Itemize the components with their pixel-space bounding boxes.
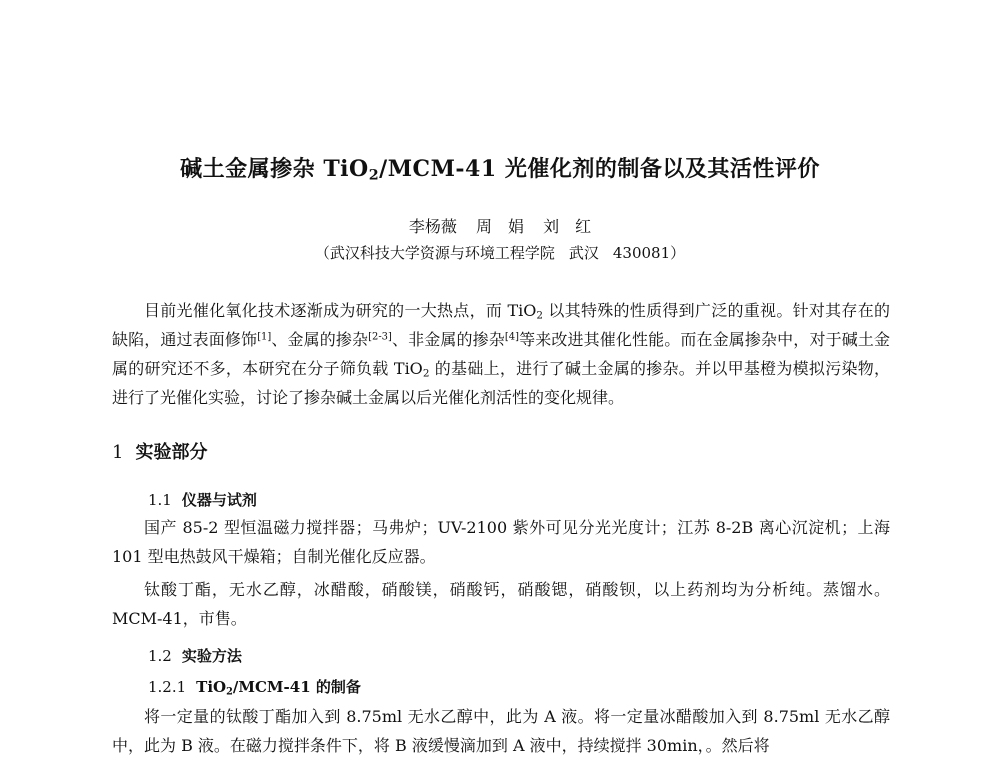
method-paragraph-block — [112, 702, 890, 760]
author-name: 周 娟 — [475, 217, 524, 236]
instruments-paragraph-block — [112, 513, 890, 571]
method-paragraph: 将一定量的钛酸丁酯加入到 8.75ml 无水乙醇中，此为 A 液。将一定量冰醋酸加入到 8.75ml 无水乙醇中，此为 B 液。在磁力搅拌条件下，将 B 液缓慢滴加到 A 液中，持续搅拌 30min，。然后将 — [112, 707, 890, 755]
reagents-paragraph-block — [112, 575, 890, 633]
subsubsection-heading: 1.2.1 TiO$_2$/MCM-41 的制备 — [148, 678, 361, 698]
reagents-paragraph: 钛酸丁酯，无水乙醇，冰醋酸，硝酸镁，硝酸钙，硝酸锶，硝酸钡，以上药剂均为分析纯。蒸馏水。MCM-41，市售。 — [112, 580, 890, 628]
author-affiliation: （武汉科技大学资源与环境工程学院 武汉 430081） — [314, 244, 686, 262]
affiliation-postcode: 430081 — [612, 244, 671, 262]
author-name: 李杨薇 — [408, 217, 457, 236]
subsection-heading: 1.2 实验方法 — [148, 647, 242, 665]
intro-paragraph-block — [112, 296, 890, 412]
section-heading: 1 实验部分 — [112, 442, 208, 463]
citation-ref: [1] — [257, 331, 272, 343]
subsection-heading: 1.1 仪器与试剂 — [148, 491, 257, 509]
affiliation-city: 武汉 — [568, 244, 599, 262]
instruments-paragraph: 国产 85-2 型恒温磁力搅拌器；马弗炉；UV-2100 紫外可见分光光度计；江苏 8-2B 离心沉淀机；上海 101 型电热鼓风干燥箱；自制光催化反应器。 — [112, 518, 890, 566]
citation-ref: [4] — [504, 331, 519, 343]
paper-title: 碱土金属掺杂 TiO$_2$/MCM-41 光催化剂的制备以及其活性评价 — [180, 156, 820, 184]
author-list — [0, 214, 1000, 237]
author-name: 刘 红 — [543, 217, 592, 236]
intro-paragraph: 目前光催化氧化技术逐渐成为研究的一大热点，而 TiO$_2$ 以其特殊的性质得到广泛的重视。针对其存在的缺陷，通过表面修饰[1]、金属的掺杂[2-3]、非金属的掺杂[4]等来改进其催化性能。而在金属掺杂中，对于碱土金属的研究还不多，本研究在分子筛负载 TiO$_2$ 的基础上，进行了碱土金属的掺杂。并以甲基橙为模拟污染物，进行了光催化实验，讨论了掺杂碱土金属以后光催化剂活性的变化规律。 — [112, 301, 890, 407]
affiliation-institution: 武汉科技大学资源与环境工程学院 — [329, 244, 555, 262]
citation-ref: [2-3] — [368, 331, 392, 343]
